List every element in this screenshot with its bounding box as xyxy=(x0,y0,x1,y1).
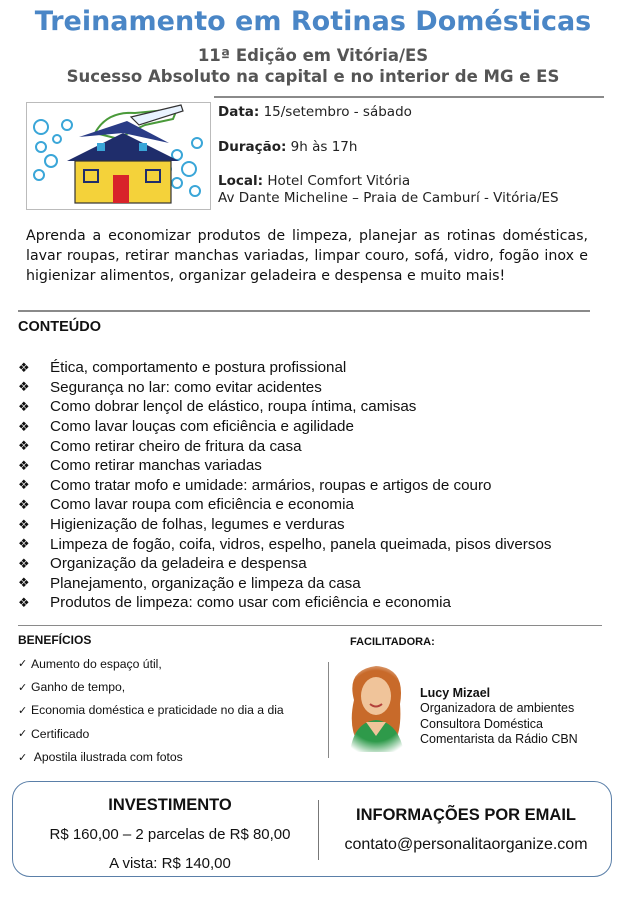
facilitator-role: Organizadora de ambientes xyxy=(420,701,575,715)
event-duration xyxy=(218,139,357,155)
diamond-bullet-icon: ❖ xyxy=(18,398,30,414)
benefit-item: ✓ Ganho de tempo, xyxy=(18,680,126,695)
benefits-list xyxy=(18,652,284,769)
content-heading: CONTEÚDO xyxy=(18,319,101,335)
content-divider xyxy=(18,625,602,626)
facilitator-divider xyxy=(328,662,329,758)
check-icon: ✓ xyxy=(18,681,28,694)
content-item: ❖ Planejamento, organização e limpeza da casa xyxy=(18,574,361,592)
benefit-item: ✓ Certificado xyxy=(18,726,90,741)
content-item: ❖ Como lavar roupa com eficiência e economia xyxy=(18,496,354,514)
diamond-bullet-icon: ❖ xyxy=(18,457,30,473)
contact-email[interactable]: contato@personalitaorganize.com xyxy=(344,836,588,853)
event-date xyxy=(218,104,412,120)
event-address: Av Dante Micheline – Praia de Camburí - Vitória/ES xyxy=(218,190,559,206)
content-item: ❖ Segurança no lar: como evitar acidentes xyxy=(18,378,322,396)
benefit-item: ✓ Apostila ilustrada com fotos xyxy=(18,750,183,765)
diamond-bullet-icon: ❖ xyxy=(18,379,30,395)
date-label: Data: xyxy=(218,104,260,120)
contact-heading: INFORMAÇÕES POR EMAIL xyxy=(355,806,576,824)
tagline-subtitle: Sucesso Absoluto na capital e no interior de MG e ES xyxy=(66,67,560,86)
header-divider xyxy=(214,96,604,98)
benefits-heading: BENEFÍCIOS xyxy=(18,633,92,647)
investment-installments: R$ 160,00 – 2 parcelas de R$ 80,00 xyxy=(49,826,291,843)
diamond-bullet-icon: ❖ xyxy=(18,418,30,434)
content-item: ❖ Higienização de folhas, legumes e verduras xyxy=(18,516,345,534)
facilitator-photo xyxy=(336,660,416,752)
date-value: 15/setembro - sábado xyxy=(263,104,412,120)
location-label: Local: xyxy=(218,173,264,189)
diamond-bullet-icon: ❖ xyxy=(18,536,30,552)
content-list xyxy=(18,358,552,613)
facilitator-role: Consultora Doméstica xyxy=(420,717,543,731)
diamond-bullet-icon: ❖ xyxy=(18,477,30,493)
diamond-bullet-icon: ❖ xyxy=(18,516,30,532)
content-item: ❖ Como lavar louças com eficiência e agilidade xyxy=(18,418,354,436)
content-item: ❖ Como retirar cheiro de fritura da casa xyxy=(18,437,302,455)
content-item: ❖ Como retirar manchas variadas xyxy=(18,457,262,475)
content-item: ❖ Organização da geladeira e despensa xyxy=(18,555,307,573)
location-value: Hotel Comfort Vitória xyxy=(267,173,411,189)
content-item: ❖ Como dobrar lençol de elástico, roupa íntima, camisas xyxy=(18,398,417,416)
diamond-bullet-icon: ❖ xyxy=(18,359,30,375)
content-item: ❖ Como tratar mofo e umidade: armários, roupas e artigos de couro xyxy=(18,476,492,494)
check-icon: ✓ xyxy=(18,751,28,764)
investment-heading: INVESTIMENTO xyxy=(108,796,232,814)
duration-label: Duração: xyxy=(218,139,287,155)
diamond-bullet-icon: ❖ xyxy=(18,555,30,571)
event-location xyxy=(218,173,410,189)
diamond-bullet-icon: ❖ xyxy=(18,496,30,512)
check-icon: ✓ xyxy=(18,658,28,671)
content-item: ❖ Ética, comportamento e postura profissional xyxy=(18,359,347,377)
benefit-item: ✓ Economia doméstica e praticidade no dia a dia xyxy=(18,703,284,718)
diamond-bullet-icon: ❖ xyxy=(18,575,30,591)
page-title: Treinamento em Rotinas Domésticas xyxy=(34,6,592,37)
check-icon: ✓ xyxy=(18,704,28,717)
facilitator-role: Comentarista da Rádio CBN xyxy=(420,732,578,746)
facilitator-heading: FACILITADORA: xyxy=(350,636,435,648)
diamond-bullet-icon: ❖ xyxy=(18,594,30,610)
house-cleaning-illustration xyxy=(26,102,211,210)
intro-divider xyxy=(18,310,590,312)
facilitator-name: Lucy Mizael xyxy=(420,686,491,700)
content-item: ❖ Produtos de limpeza: como usar com eficiência e economia xyxy=(18,594,451,612)
diamond-bullet-icon: ❖ xyxy=(18,438,30,454)
investment-cash-price: A vista: R$ 140,00 xyxy=(109,855,231,872)
check-icon: ✓ xyxy=(18,728,28,741)
content-item: ❖ Limpeza de fogão, coifa, vidros, espelho, panela queimada, pisos diversos xyxy=(18,535,552,553)
duration-value: 9h às 17h xyxy=(290,139,358,155)
benefit-item: ✓ Aumento do espaço útil, xyxy=(18,656,162,671)
edition-subtitle: 11ª Edição em Vitória/ES xyxy=(197,46,429,65)
intro-paragraph: Aprenda a economizar produtos de limpeza, planejar as rotinas domésticas, lavar roupas, retirar manchas variadas, limpar couro, sofá, vidro, fogão inox e higienizar alimentos, organizar geladeira e despensa e muito mais! xyxy=(26,228,588,284)
